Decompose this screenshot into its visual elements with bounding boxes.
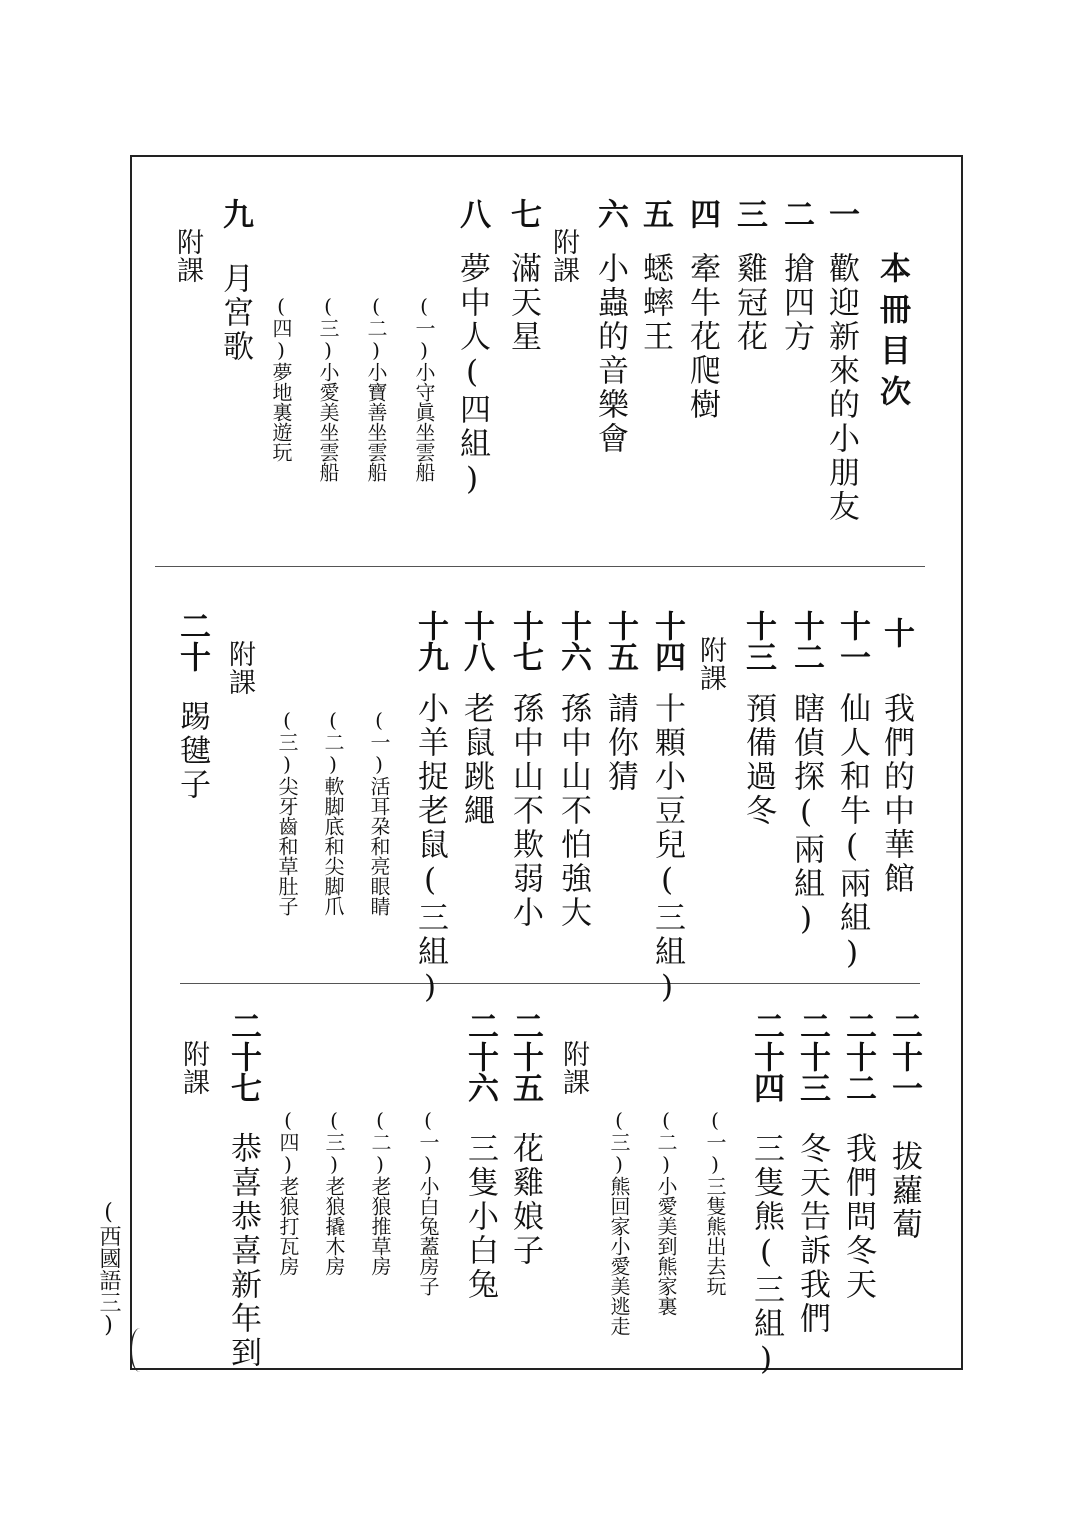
lesson-6-number: 六	[592, 198, 628, 229]
lesson-15-number: 十五	[602, 610, 638, 672]
lesson-5-number: 五	[637, 198, 673, 229]
lesson-21-title: 拔蘿蔔	[886, 1140, 922, 1242]
lesson-19-number: 十九	[412, 610, 448, 672]
appendix-label-s2b: 附課	[224, 640, 255, 696]
lesson-12-title: 瞎偵探(兩組)	[788, 692, 824, 940]
lesson-9-number: 九	[217, 198, 253, 229]
subitem-s1-1: (一)小守眞坐雲船	[412, 294, 436, 482]
lesson-16-number: 十六	[555, 610, 591, 672]
subitem-s2-1: (一)活耳朶和亮眼睛	[367, 708, 391, 916]
lesson-26-number: 二十六	[462, 1010, 498, 1103]
lesson-3-title: 雞冠花	[731, 252, 767, 354]
appendix-label-s2a: 附課	[695, 636, 726, 692]
subitem-s2-2: (二)軟脚底和尖脚爪	[321, 708, 345, 916]
lesson-20-number: 二十	[174, 610, 210, 672]
subitem-s3a-2: (二)小愛美到熊家裏	[654, 1108, 678, 1316]
section-divider-2	[180, 983, 920, 984]
lesson-21-number: 二十一	[886, 1010, 922, 1103]
lesson-7-title: 滿天星	[505, 252, 541, 354]
lesson-18-number: 十八	[458, 610, 494, 672]
lesson-12-number: 十二	[788, 610, 824, 672]
lesson-13-title: 預備過冬	[740, 692, 776, 828]
lesson-7-number: 七	[505, 198, 541, 229]
lesson-15-title: 請你猜	[602, 692, 638, 794]
lesson-2-number: 二	[778, 198, 814, 229]
lesson-22-title: 我們問冬天	[840, 1132, 876, 1302]
subitem-s3b-2: (二)老狼推草房	[368, 1108, 392, 1276]
lesson-8-number: 八	[454, 198, 490, 229]
subitem-s3b-4: (四)老狼打瓦房	[276, 1108, 300, 1276]
lesson-9-title: 月宮歌	[217, 262, 253, 364]
subitem-s3b-3: (三)老狼撬木房	[322, 1108, 346, 1276]
side-volume-label: (西國語三)	[96, 1200, 121, 1338]
lesson-20-title: 踢毽子	[174, 700, 210, 802]
lesson-27-title: 恭喜恭喜新年到	[225, 1132, 261, 1370]
subitem-s3b-1: (一)小白兔蓋房子	[416, 1108, 440, 1296]
lesson-26-title: 三隻小白兔	[462, 1132, 498, 1302]
lesson-24-title: 三隻熊(三組)	[748, 1132, 784, 1380]
lesson-23-number: 二十三	[794, 1010, 830, 1103]
lesson-17-number: 十七	[507, 610, 543, 672]
lesson-17-title: 孫中山不欺弱小	[507, 692, 543, 930]
appendix-label-s1b: 附課	[172, 228, 203, 284]
lesson-23-title: 冬天告訴我們	[794, 1132, 830, 1336]
lesson-8-title: 夢中人(四組)	[454, 252, 490, 500]
lesson-16-title: 孫中山不怕強大	[555, 692, 591, 930]
appendix-label-s3a: 附課	[558, 1040, 589, 1096]
lesson-5-title: 蟋蟀王	[637, 252, 673, 354]
lesson-1-title: 歡迎新來的小朋友	[823, 252, 859, 524]
lesson-14-title: 十顆小豆兒(三組)	[649, 692, 685, 1008]
subitem-s2-3: (三)尖牙齒和草肚子	[275, 708, 299, 916]
lesson-18-title: 老鼠跳繩	[458, 692, 494, 828]
lesson-11-number: 十一	[834, 610, 870, 672]
lesson-25-title: 花雞娘子	[507, 1132, 543, 1268]
lesson-27-number: 二十七	[225, 1010, 261, 1103]
lesson-13-number: 十三	[740, 610, 776, 672]
section-divider-1	[155, 566, 925, 567]
appendix-label-s3b: 附課	[178, 1040, 209, 1096]
lesson-24-number: 二十四	[748, 1010, 784, 1103]
lesson-11-title: 仙人和牛(兩組)	[834, 692, 870, 974]
lesson-19-title: 小羊捉老鼠(三組)	[412, 692, 448, 1008]
subitem-s1-3: (三)小愛美坐雲船	[316, 294, 340, 482]
lesson-10-title: 我們的中華館	[878, 692, 914, 896]
subitem-s3a-3: (三)熊回家小愛美逃走	[607, 1108, 631, 1336]
lesson-4-number: 四	[684, 198, 720, 229]
subitem-s3a-1: (一)三隻熊出去玩	[703, 1108, 727, 1296]
lesson-10-number: 十	[878, 617, 914, 648]
lesson-1-number: 一	[823, 198, 859, 229]
lesson-2-title: 搶四方	[778, 252, 814, 354]
lesson-3-number: 三	[731, 198, 767, 229]
lesson-25-number: 二十五	[507, 1010, 543, 1103]
lesson-22-number: 二十二	[840, 1010, 876, 1103]
subitem-s1-2: (二)小寶善坐雲船	[364, 294, 388, 482]
appendix-label-s1a: 附課	[548, 228, 579, 284]
lesson-4-title: 牽牛花爬樹	[684, 252, 720, 422]
toc-title: 本冊目次	[874, 252, 910, 416]
lesson-14-number: 十四	[649, 610, 685, 672]
subitem-s1-4: (四)夢地裏遊玩	[269, 294, 293, 462]
lesson-6-title: 小蟲的音樂會	[592, 252, 628, 456]
